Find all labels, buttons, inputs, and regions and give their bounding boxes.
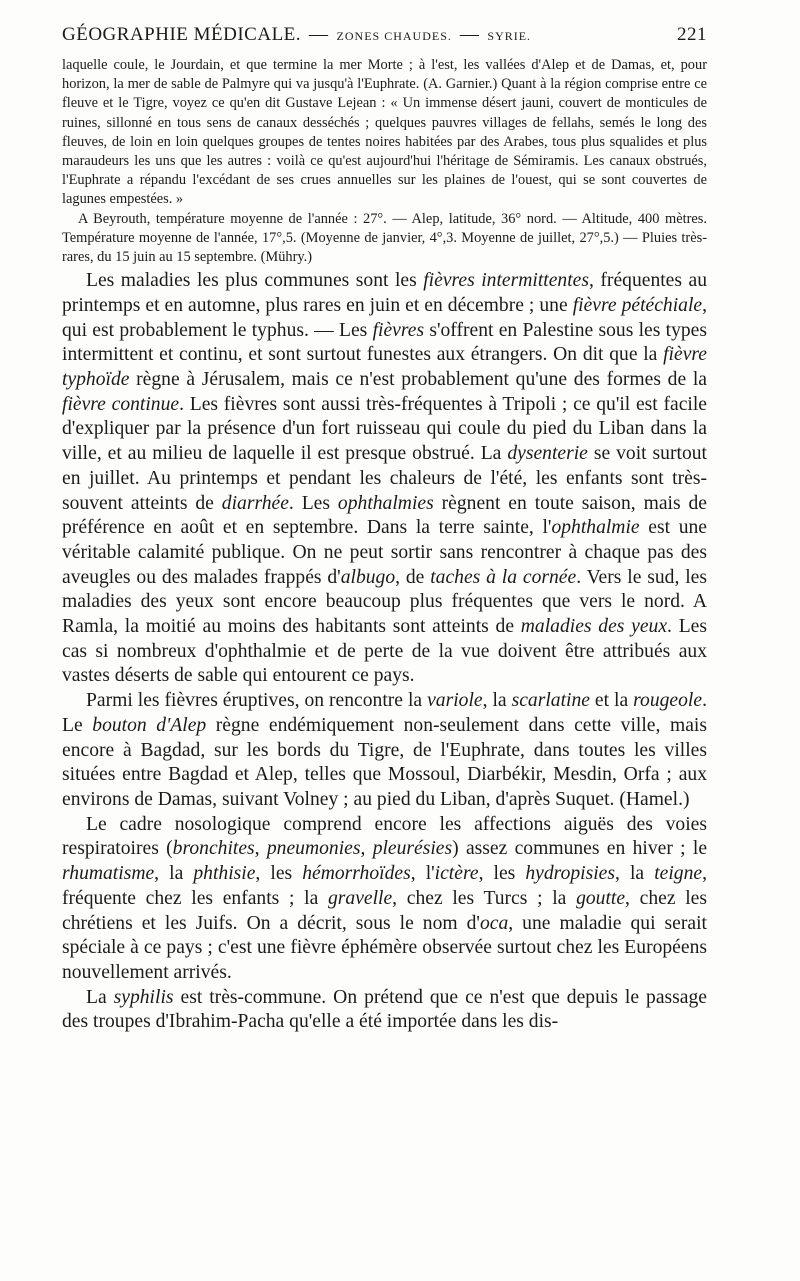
paragraph (62, 813, 707, 986)
text-run: Le cadre nosologique comprend encore les affections aiguës des voies respiratoires ( (62, 813, 707, 860)
book-page (62, 24, 707, 1035)
italic-term: syphilis (113, 986, 174, 1008)
italic-term: ictère (434, 863, 479, 885)
italic-term: fièvre pétéchiale (572, 294, 703, 316)
text-run: , la (154, 863, 194, 885)
italic-term: scarlatine (511, 690, 590, 712)
main-text-block (62, 269, 707, 1035)
italic-term: albugo (340, 566, 396, 588)
text-run: se voit surtout en juillet. Au printemps et pendant les chaleurs de l'été, les enfants sont très-souvent atteints de (62, 443, 707, 514)
text-run: . Vers le sud, les maladies des yeux sont encore beaucoup plus fréquentes que vers le nord. A Ramla, la moitié au moins des habitants sont atteints de (62, 566, 707, 638)
italic-term: pleurésies (372, 838, 453, 860)
italic-term: bronchites (172, 838, 255, 860)
italic-term: diarrhée (221, 492, 289, 514)
text-run: et la (589, 690, 634, 712)
header-dash: — (309, 24, 329, 45)
text-run: Les maladies les plus communes sont les (86, 270, 424, 292)
small-print-block (62, 56, 707, 267)
page-number: 221 (677, 24, 707, 45)
text-run: , l' (410, 863, 435, 885)
text-run: règne endémiquement non-seulement dans cette ville, mais encore à Bagdad, sur les bords du Tigre, de l'Euphrate, dans toutes les villes situées entre Bagdad et Alep, telles que Mossoul, Diarbékir, Mesdin, Orfa ; aux environs de Damas, suivant Volney ; au pied du Liban, d'après Suquet. (Hamel.) (62, 714, 707, 810)
italic-term: ophthalmie (551, 517, 640, 539)
text-run: , les (478, 863, 526, 885)
italic-term: ophthalmies (337, 492, 434, 514)
text-run: , qui est probablement le typhus. — Les (62, 294, 707, 341)
italic-term: rhumatisme (62, 863, 155, 885)
paragraph (62, 269, 707, 689)
italic-term: bouton d'Alep (92, 714, 207, 736)
italic-term: variole (427, 690, 483, 712)
italic-term: goutte (576, 887, 626, 909)
paragraph (62, 689, 707, 813)
text-run: , fréquente chez les enfants ; la (62, 863, 707, 909)
italic-term: fièvre typhoïde (62, 344, 707, 391)
paragraph (62, 210, 707, 268)
italic-term: fièvre continue (62, 393, 180, 415)
text-run: . Le (62, 690, 707, 736)
text-run: ) assez communes en hiver ; le (452, 838, 708, 860)
italic-term: fièvres intermittentes (423, 270, 589, 292)
text-run: est une véritable calamité publique. On ne peut sortir sans rencontrer à chaque pas des aveugles ou des malades frappés d' (62, 517, 707, 588)
text-run: . Les (288, 492, 338, 514)
text-run: , les (255, 863, 303, 885)
italic-term: pneumonies (266, 838, 361, 860)
text-run: , chez les chrétiens et les Juifs. On a décrit, sous le nom d' (62, 887, 707, 934)
header-dash: — (459, 24, 480, 45)
text-run: . Les fièvres sont aussi très-fréquentes à Tripoli ; ce qu'il est facile d'expliquer par la présence d'un fort ruisseau qui coule du pied du Liban dans la ville, et au milieu de laquelle il est presque obstrué. La (62, 393, 707, 465)
text-run: , de (395, 566, 431, 588)
paragraph (62, 56, 707, 210)
header-subsection: SYRIE. (487, 29, 532, 43)
text-run: , la (615, 863, 655, 885)
text-run: est très-commune. On prétend que ce n'est que depuis le passage des troupes d'Ibrahim-Pacha qu'elle a été importée dans les dis- (62, 986, 707, 1033)
italic-term: fièvres (372, 319, 425, 341)
text-run: s'offrent en Palestine sous les types intermittent et continu, et sont surtout funestes aux étrangers. On dit que la (62, 319, 707, 366)
text-run: règnent en toute saison, mais de préférence en août et en septembre. Dans la terre sainte, l' (62, 492, 707, 539)
text-run: , fréquentes au printemps et en automne, plus rares en juin et en décembre ; une (62, 270, 708, 316)
italic-term: teigne (654, 863, 703, 885)
italic-term: oca (479, 912, 509, 934)
italic-term: maladies des yeux (520, 616, 668, 638)
text-run: , (360, 838, 373, 860)
text-run: A Beyrouth, température moyenne de l'année : 27°. — Alep, latitude, 36° nord. — Altitude, 400 mètres. Température moyenne de l'année, 17°,5. (Moyenne de janvier, 4°,3. Moyenne de juillet, 27°,5.) — Pluies très-rares, du 15 juin au 15 septembre. (Mühry.) (62, 210, 707, 266)
text-run: , la (482, 690, 512, 712)
text-run: , une maladie qui serait spéciale à ce pays ; c'est une fièvre éphémère observée surtout chez les Européens nouvellement arrivés. (62, 912, 707, 983)
header-title: GÉOGRAPHIE MÉDICALE. (62, 24, 302, 45)
text-run: règne à Jérusalem, mais ce n'est probablement qu'une des formes de la (129, 369, 707, 391)
text-run: , (254, 838, 267, 860)
italic-term: rougeole (633, 690, 703, 712)
italic-term: hémorrhoïdes (302, 863, 411, 885)
italic-term: taches à la cornée (430, 566, 577, 588)
running-header (62, 24, 707, 54)
italic-term: dysenterie (507, 443, 588, 465)
italic-term: gravelle (327, 887, 393, 909)
header-section: ZONES CHAUDES. (336, 29, 452, 43)
text-run: , chez les Turcs ; la (392, 887, 577, 909)
text-run: Parmi les fièvres éruptives, on rencontre la (86, 690, 428, 712)
paragraph (62, 986, 707, 1035)
text-run: . Les cas si nombreux d'ophthalmie et de perte de la vue doivent être attribués aux vastes déserts de sable qui entourent ce pays. (62, 616, 707, 687)
header-left (62, 24, 531, 46)
text-run: laquelle coule, le Jourdain, et que termine la mer Morte ; à l'est, les vallées d'Alep et de Damas, et, pour horizon, la mer de sable de Palmyre qui va jusqu'à l'Euphrate. (A. Garnier.) Quant à la région comprise entre ce fleuve et le Tigre, voyez ce qu'en dit Gustave Lejean : « Un immense désert jauni, couvert de monticules de ruines, sillonné en tous sens de canaux desséchés ; quelques pauvres villages de fellahs, semés le long des fleuves, de loin en loin quelques groupes de tentes noires habitées par des Arabes, tous plus squalides et plus maraudeurs les uns que les autres : voilà ce qu'est aujourd'hui l'héritage de Sémiramis. Les canaux obstrués, l'Euphrate a répandu l'excédant de ses crues annuelles sur les plaines de l'ouest, qui se sont couvertes de lagunes empestées. » (62, 57, 707, 208)
italic-term: phthisie (193, 863, 256, 885)
italic-term: hydropisies (525, 863, 615, 885)
text-run: La (86, 986, 114, 1008)
